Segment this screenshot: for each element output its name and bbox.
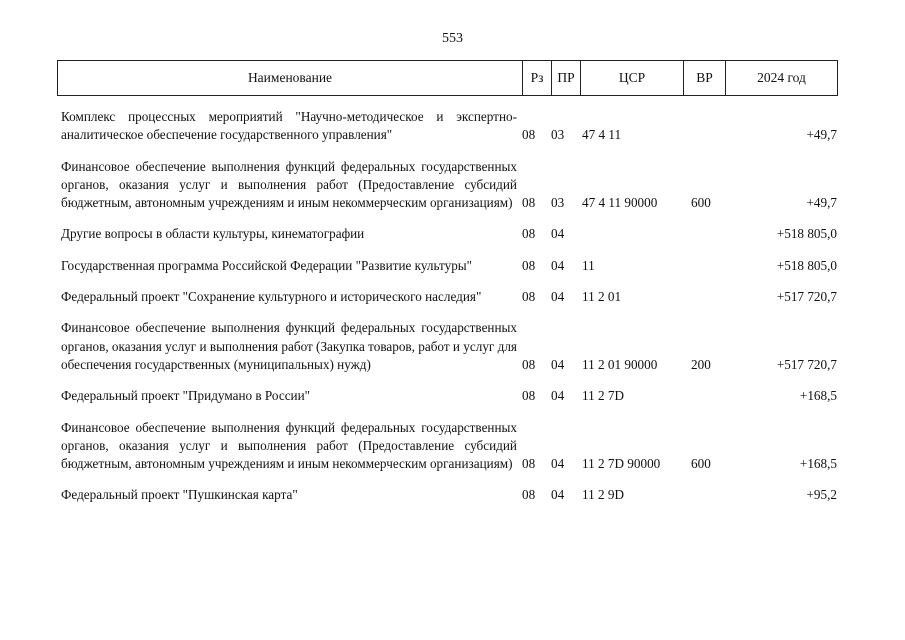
- row-amount: +518 805,0: [776, 226, 837, 242]
- header-pr: ПР: [551, 61, 580, 95]
- row-name: Федеральный проект "Придумано в России": [61, 388, 311, 404]
- row-name: Государственная программа Российской Федерации "Развитие культуры": [61, 257, 473, 273]
- table-body: [0, 108, 905, 518]
- row-name: Комплекс процессных мероприятий "Научно-методическое и экспертно-аналитическое обеспечение государственного управления": [61, 109, 517, 143]
- row-name: Федеральный проект "Сохранение культурного и исторического наследия": [61, 289, 482, 305]
- row-pr: 04: [551, 388, 565, 404]
- row-csr: 11 2 9D: [582, 487, 625, 503]
- row-pr: 04: [551, 257, 565, 273]
- row-pr: 04: [551, 487, 565, 503]
- row-csr: 11 2 01 90000: [582, 356, 658, 372]
- row-pr: 04: [551, 289, 565, 305]
- table-row: [0, 387, 905, 405]
- row-name: Другие вопросы в области культуры, кинематографии: [61, 226, 365, 242]
- row-name: Финансовое обеспечение выполнения функций федеральных государственных органов, оказания услуг и выполнения работ (Предоставление субсидий бюджетным, автономным учреждениям и иным некоммерческим организациям): [61, 419, 517, 472]
- row-rz: 08: [522, 456, 536, 472]
- row-vr: 200: [691, 356, 711, 372]
- row-rz: 08: [522, 289, 536, 305]
- row-rz: 08: [522, 127, 536, 143]
- row-amount: +517 720,7: [776, 289, 837, 305]
- row-amount: +49,7: [806, 127, 837, 143]
- row-rz: 08: [522, 257, 536, 273]
- header-vr: ВР: [683, 61, 725, 95]
- table-row: [0, 158, 905, 213]
- page-number: 553: [442, 31, 463, 46]
- header-year: 2024 год: [725, 61, 837, 95]
- row-pr: 03: [551, 195, 565, 211]
- row-amount: +168,5: [799, 388, 837, 404]
- table-row: [0, 486, 905, 504]
- row-rz: 08: [522, 226, 536, 242]
- row-rz: 08: [522, 195, 536, 211]
- row-csr: 11: [582, 257, 595, 273]
- row-rz: 08: [522, 487, 536, 503]
- row-amount: +49,7: [806, 195, 837, 211]
- row-csr: 11 2 01: [582, 289, 622, 305]
- row-csr: 11 2 7D: [582, 388, 625, 404]
- row-amount: +168,5: [799, 456, 837, 472]
- header-csr: ЦСР: [580, 61, 683, 95]
- row-amount: +517 720,7: [776, 356, 837, 372]
- table-row: [0, 257, 905, 275]
- table-row: [0, 288, 905, 306]
- table-row: [0, 108, 905, 145]
- header-rz: Рз: [522, 61, 551, 95]
- row-pr: 04: [551, 456, 565, 472]
- row-amount: +518 805,0: [776, 257, 837, 273]
- row-pr: 04: [551, 226, 565, 242]
- row-csr: 47 4 11 90000: [582, 195, 658, 211]
- table-row: [0, 319, 905, 374]
- row-pr: 04: [551, 356, 565, 372]
- header-name: Наименование: [247, 70, 333, 85]
- row-vr: 600: [691, 456, 711, 472]
- table-row: [0, 225, 905, 243]
- row-csr: 47 4 11: [582, 127, 622, 143]
- row-pr: 03: [551, 127, 565, 143]
- row-name: Финансовое обеспечение выполнения функций федеральных государственных органов, оказания услуг и выполнения работ (Закупка товаров, работ и услуг для обеспечения государственных (муниципальных) нужд): [61, 320, 517, 372]
- table-row: [0, 419, 905, 474]
- row-name: Федеральный проект "Пушкинская карта": [61, 487, 298, 503]
- row-rz: 08: [522, 356, 536, 372]
- row-amount: +95,2: [806, 487, 837, 503]
- row-name: Финансовое обеспечение выполнения функций федеральных государственных органов, оказания услуг и выполнения работ (Предоставление субсидий бюджетным, автономным учреждениям и иным некоммерческим организациям): [61, 158, 517, 211]
- row-rz: 08: [522, 388, 536, 404]
- row-csr: 11 2 7D 90000: [582, 456, 661, 472]
- table-header: [57, 60, 838, 96]
- row-vr: 600: [691, 195, 711, 211]
